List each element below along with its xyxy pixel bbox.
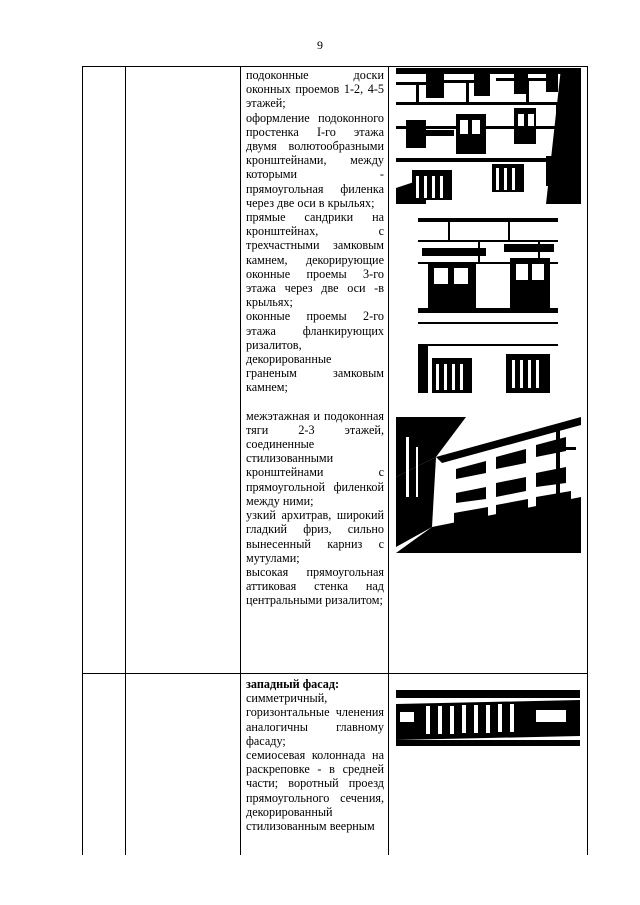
facade-photo-2 (418, 218, 558, 393)
facade-heading: западный фасад: (246, 677, 340, 691)
table-border-right (587, 66, 588, 855)
paragraph: прямые сандрики на кронштейнах, с трехчастными замковым камнем, декорирующие оконные проемы 3-го этажа через две оси -в крыльях; (246, 210, 384, 310)
table-border-left (82, 66, 83, 855)
table-column-divider (388, 66, 389, 855)
paragraph: оконные проемы 2-го этажа фланкирующих ризалитов, декорированные граненым замковым камнем; (246, 309, 384, 395)
table-row-divider (82, 673, 588, 674)
facade-photo-1 (396, 68, 581, 204)
page-number: 9 (317, 38, 323, 52)
paragraph: оформление подоконного простенка I-го этажа двумя волютообразными кронштейнами, между которыми - прямоугольная филенка через две оси в крыльях; (246, 110, 384, 210)
facade-photo-3 (396, 417, 581, 553)
paragraph: высокая прямоугольная аттиковая стенка над центральными ризалитом; (246, 564, 384, 608)
paragraph: подоконные доски оконных проемов 1-2, 4-5 этажей; (246, 68, 384, 111)
paragraph: узкий архитрав, широкий гладкий фриз, сильно вынесенный карниз с мутулами; (246, 508, 384, 565)
facade-photo-4 (396, 690, 580, 746)
paragraph: семиосевая колоннада на раскреповке - в средней части; воротный проезд прямоугольного сечения, декорированный стилизованным веерным (246, 748, 384, 834)
row-2-description (246, 677, 384, 833)
table-column-divider (240, 66, 241, 855)
table-column-divider (125, 66, 126, 855)
table-border-top (82, 66, 588, 67)
row-1-description (246, 68, 384, 608)
paragraph: симметричный, горизонтальные членения аналогичны главному фасаду; (246, 691, 384, 748)
paragraph: межэтажная и подоконная тяги 2-3 этажей, соединенные стилизованными кронштейнами с прямоугольной филенкой между ними; (246, 408, 384, 508)
